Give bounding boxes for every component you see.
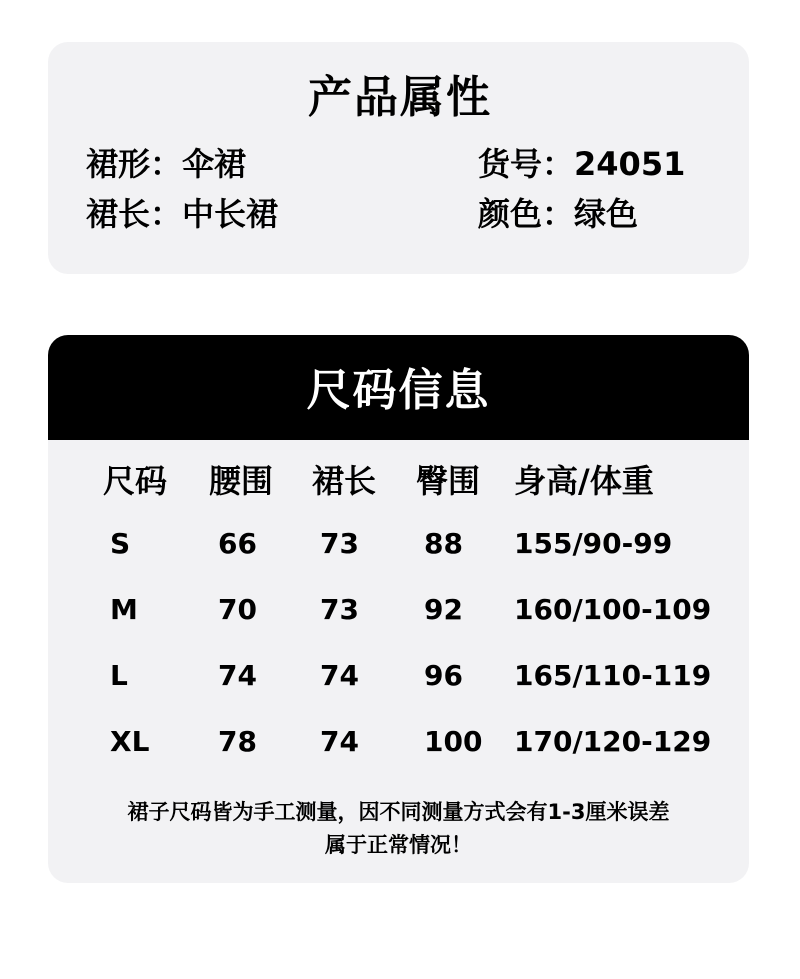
table-cell: 165/110-119: [514, 659, 712, 692]
product-attributes-title: 产品属性: [308, 72, 492, 123]
table-cell: 73: [320, 593, 359, 626]
color-value: 绿色: [574, 195, 639, 233]
table-cell: 96: [424, 659, 463, 692]
column-header-skirt-length: 裙长: [312, 462, 377, 500]
item-number-label: 货号：: [478, 145, 575, 183]
size-info-title: 尺码信息: [306, 365, 491, 416]
table-cell: 155/90-99: [514, 527, 673, 560]
table-cell: 73: [320, 527, 359, 560]
table-cell: 100: [424, 725, 483, 758]
measurement-note-line-2: 属于正常情况！: [325, 833, 472, 857]
table-cell: 74: [218, 659, 257, 692]
skirt-length-value: 中长裙: [182, 195, 279, 233]
size-info-header: [48, 335, 749, 440]
table-cell: S: [110, 527, 131, 560]
skirt-length-label: 裙长：: [86, 195, 183, 233]
item-number-value: 24051: [574, 145, 686, 183]
skirt-length-attribute: [86, 192, 278, 236]
column-header-size: 尺码: [103, 462, 168, 500]
color-label: 颜色：: [478, 195, 575, 233]
column-header-hip: 臀围: [416, 462, 481, 500]
column-header-waist: 腰围: [209, 462, 274, 500]
table-cell: M: [110, 593, 138, 626]
item-number-attribute: [478, 142, 685, 186]
table-cell: 74: [320, 659, 359, 692]
measurement-note-line-1: 裙子尺码皆为手工测量，因不同测量方式会有1-3厘米误差: [127, 800, 670, 824]
table-cell: XL: [110, 725, 150, 758]
table-cell: 78: [218, 725, 257, 758]
skirt-shape-label: 裙形：: [86, 145, 183, 183]
color-attribute: [478, 192, 638, 236]
skirt-shape-value: 伞裙: [182, 145, 247, 183]
table-cell: 70: [218, 593, 257, 626]
table-cell: 92: [424, 593, 463, 626]
column-header-height-weight: 身高/体重: [514, 462, 654, 500]
skirt-shape-attribute: [86, 142, 246, 186]
table-cell: 66: [218, 527, 257, 560]
table-cell: 160/100-109: [514, 593, 712, 626]
table-cell: L: [110, 659, 128, 692]
table-cell: 170/120-129: [514, 725, 712, 758]
table-cell: 74: [320, 725, 359, 758]
table-cell: 88: [424, 527, 463, 560]
